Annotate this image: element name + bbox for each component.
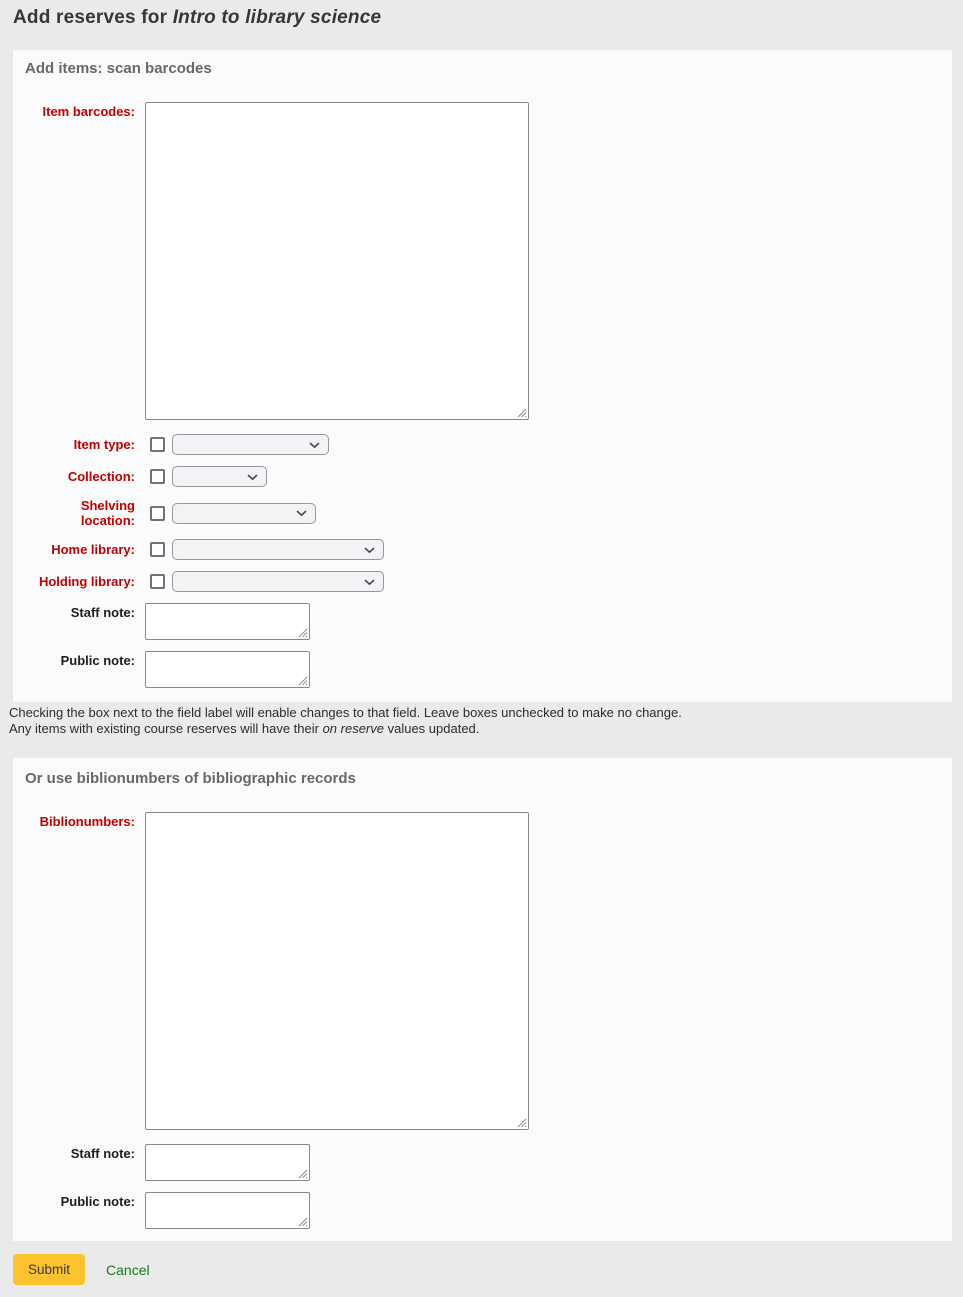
- collection-select[interactable]: [172, 466, 267, 487]
- home-library-label: Home library:: [51, 542, 135, 557]
- staff-note-textarea[interactable]: [145, 603, 310, 640]
- cancel-link[interactable]: Cancel: [106, 1261, 150, 1278]
- biblio-public-note-row: [25, 1192, 940, 1229]
- hint-on-reserve: Any items with existing course reserves will have their on reserve values updated.: [9, 721, 480, 736]
- biblionumbers-heading: Or use biblionumbers of bibliographic records: [25, 770, 356, 787]
- collection-enable-checkbox[interactable]: [150, 469, 165, 484]
- home-library-enable-checkbox[interactable]: [150, 542, 165, 557]
- public-note-row: [25, 651, 940, 688]
- biblionumbers-row: [25, 812, 940, 1130]
- shelving-location-select[interactable]: [172, 503, 316, 524]
- home-library-row: [25, 539, 940, 560]
- item-barcodes-label: Item barcodes:: [42, 104, 135, 119]
- holding-library-row: [25, 571, 940, 592]
- item-type-select[interactable]: [172, 434, 329, 455]
- collection-select-wrap: [172, 466, 267, 487]
- item-type-enable-checkbox[interactable]: [150, 437, 165, 452]
- course-name: Intro to library science: [172, 7, 382, 28]
- shelving-location-select-wrap: [172, 503, 316, 524]
- add-items-panel: [13, 50, 952, 702]
- hint-checkbox-behavior: Checking the box next to the field label will enable changes to that field. Leave boxes unchecked to make no change.: [9, 705, 682, 720]
- item-type-label: Item type:: [73, 437, 135, 452]
- submit-button[interactable]: Submit: [13, 1254, 85, 1285]
- item-barcodes-wrap: [145, 102, 529, 420]
- shelving-location-enable-checkbox[interactable]: [150, 506, 165, 521]
- holding-library-label: Holding library:: [38, 574, 135, 589]
- add-items-heading: Add items: scan barcodes: [25, 60, 212, 77]
- holding-library-select[interactable]: [172, 571, 384, 592]
- home-library-select[interactable]: [172, 539, 384, 560]
- collection-row: [25, 466, 940, 487]
- biblionumbers-textarea[interactable]: [145, 812, 529, 1130]
- holding-library-enable-checkbox[interactable]: [150, 574, 165, 589]
- shelving-location-label: Shelving location:: [80, 498, 135, 528]
- biblio-public-note-wrap: [145, 1192, 310, 1229]
- holding-library-select-wrap: [172, 571, 384, 592]
- biblio-staff-note-row: [25, 1144, 940, 1181]
- shelving-location-row: [25, 498, 940, 528]
- item-barcodes-row: [25, 102, 940, 420]
- home-library-select-wrap: [172, 539, 384, 560]
- biblionumbers-label: Biblionumbers:: [39, 814, 135, 829]
- biblionumbers-panel: [13, 758, 952, 1241]
- public-note-label: Public note:: [60, 1194, 135, 1209]
- public-note-textarea[interactable]: [145, 651, 310, 688]
- public-note-label: Public note:: [60, 653, 135, 668]
- page-title: [13, 7, 963, 29]
- biblio-staff-note-wrap: [145, 1144, 310, 1181]
- biblio-public-note-textarea[interactable]: [145, 1192, 310, 1229]
- collection-label: Collection:: [67, 469, 135, 484]
- staff-note-label: Staff note:: [70, 605, 135, 620]
- form-actions: [13, 1254, 963, 1285]
- biblionumbers-wrap: [145, 812, 529, 1130]
- staff-note-label: Staff note:: [70, 1146, 135, 1161]
- staff-note-row: [25, 603, 940, 640]
- item-type-row: [25, 434, 940, 455]
- form-hints: [9, 705, 963, 737]
- item-barcodes-textarea[interactable]: [145, 102, 529, 420]
- biblio-staff-note-textarea[interactable]: [145, 1144, 310, 1181]
- page-title-prefix: Add reserves for: [13, 7, 173, 28]
- staff-note-wrap: [145, 603, 310, 640]
- public-note-wrap: [145, 651, 310, 688]
- item-type-select-wrap: [172, 434, 329, 455]
